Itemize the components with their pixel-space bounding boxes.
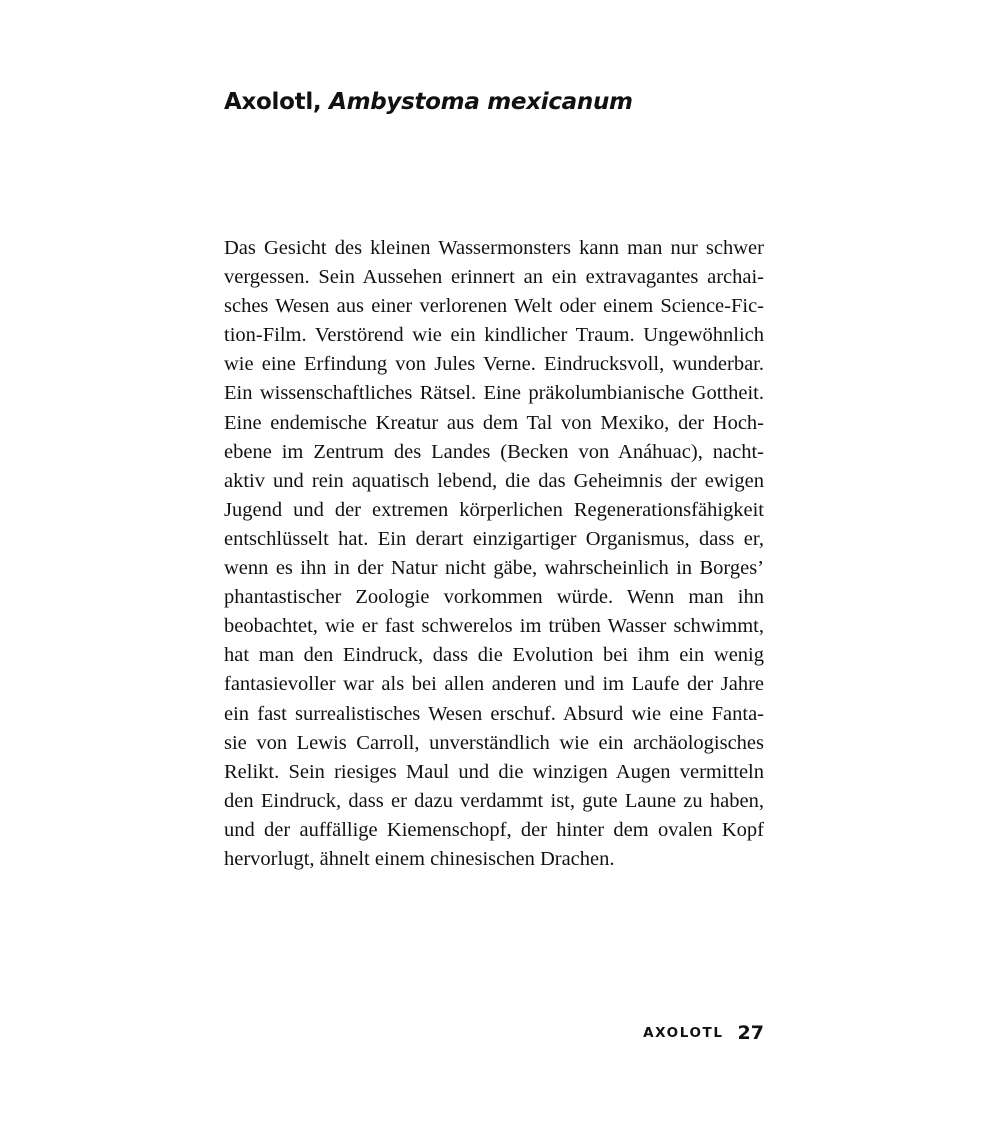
title-scientific-name: Ambystoma mexicanum xyxy=(329,89,633,115)
body-line: phantastischer Zoologie vorkommen würde. Wenn man ihn xyxy=(224,586,764,609)
running-head: AXOLOTL xyxy=(643,1025,724,1041)
body-line: fantasievoller war als bei allen anderen und im Laufe der Jahre xyxy=(224,673,764,696)
body-paragraph xyxy=(224,234,764,874)
body-line: wie eine Erfindung von Jules Verne. Eindrucksvoll, wunderbar. xyxy=(224,353,764,376)
body-line: wenn es ihn in der Natur nicht gäbe, wahrscheinlich in Borges’ xyxy=(224,557,764,580)
body-line: entschlüsselt hat. Ein derart einzigartiger Organismus, dass er, xyxy=(224,527,764,550)
body-line: Ein wissenschaftliches Rätsel. Eine präkolumbianische Gottheit. xyxy=(224,382,764,405)
body-line: den Eindruck, dass er dazu verdammt ist, gute Laune zu haben, xyxy=(224,789,764,812)
body-line: Relikt. Sein riesiges Maul und die winzigen Augen vermitteln xyxy=(224,760,764,783)
body-line: hat man den Eindruck, dass die Evolution bei ihm ein wenig xyxy=(224,644,764,667)
body-line: sches Wesen aus einer verlorenen Welt oder einem Science-Fic- xyxy=(224,295,764,318)
body-line: ein fast surrealistisches Wesen erschuf. Absurd wie eine Fanta- xyxy=(224,702,764,725)
title-common-name: Axolotl, xyxy=(224,89,322,115)
body-line: Eine endemische Kreatur aus dem Tal von Mexiko, der Hoch- xyxy=(224,411,764,434)
page-number: 27 xyxy=(737,1022,764,1044)
body-line: vergessen. Sein Aussehen erinnert an ein extravagantes archai- xyxy=(224,266,764,289)
body-line: hervorlugt, ähnelt einem chinesischen Drachen. xyxy=(224,847,615,870)
body-line: tion-Film. Verstörend wie ein kindlicher Traum. Ungewöhnlich xyxy=(224,324,764,347)
body-line: aktiv und rein aquatisch lebend, die das Geheimnis der ewigen xyxy=(224,469,764,492)
page-title xyxy=(224,86,633,118)
body-line: Jugend und der extremen körperlichen Regenerationsfähigkeit xyxy=(224,498,764,521)
body-line: beobachtet, wie er fast schwerelos im trüben Wasser schwimmt, xyxy=(224,615,764,638)
body-line: Das Gesicht des kleinen Wassermonsters kann man nur schwer xyxy=(224,237,764,259)
body-line: sie von Lewis Carroll, unverständlich wie ein archäologisches xyxy=(224,731,764,754)
page-footer xyxy=(643,1022,764,1044)
body-line: ebene im Zentrum des Landes (Becken von Anáhuac), nacht- xyxy=(224,440,764,463)
body-line: und der auffällige Kiemenschopf, der hinter dem ovalen Kopf xyxy=(224,818,764,841)
